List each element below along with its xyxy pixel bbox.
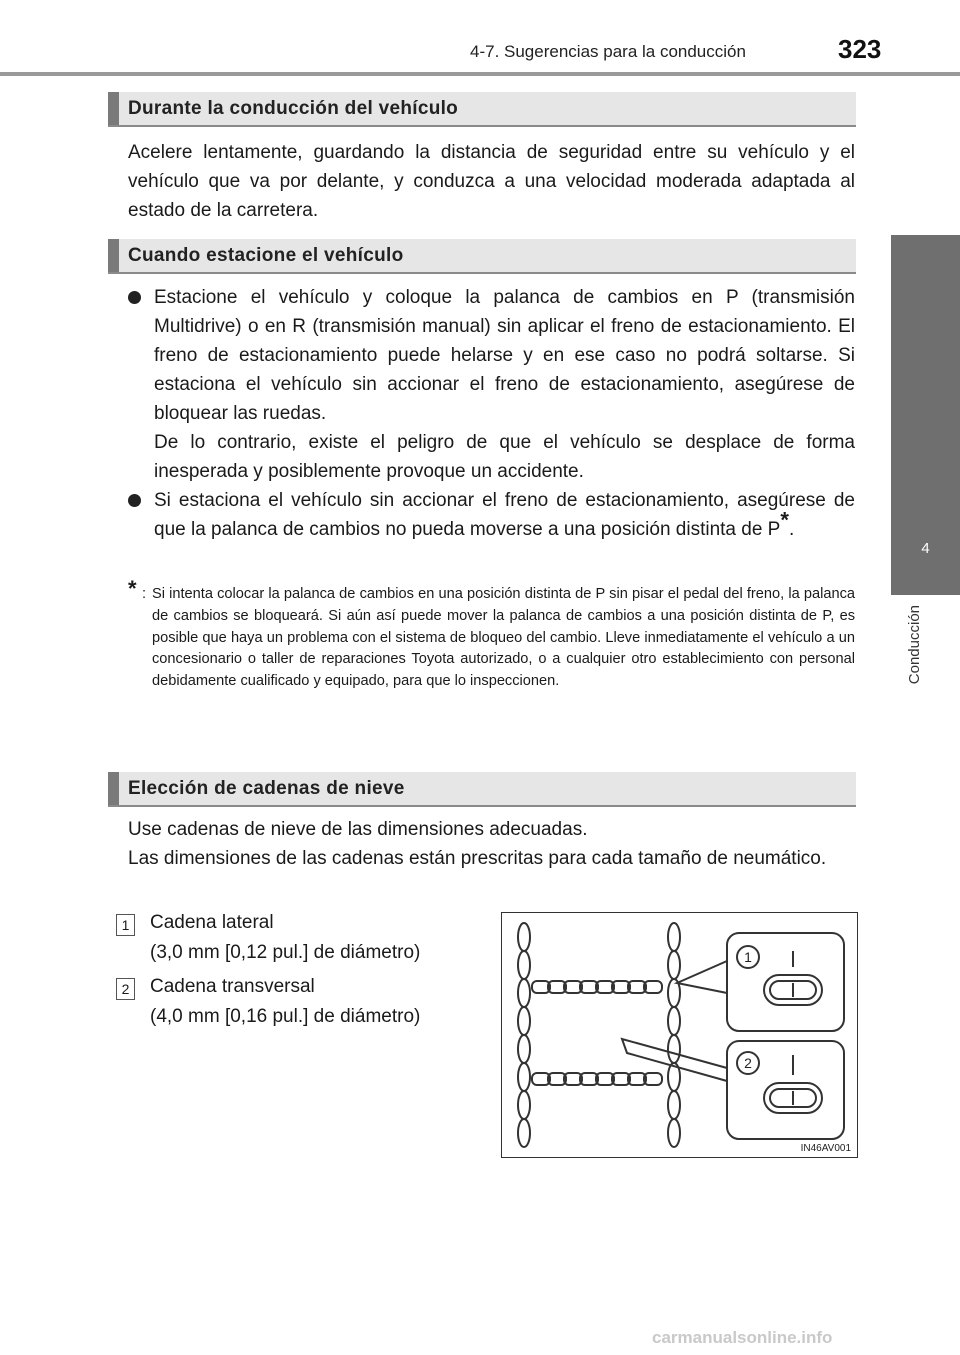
chain-item-1 [150, 908, 420, 968]
page-number: 323 [838, 34, 882, 64]
footnote-asterisk: * [128, 576, 137, 601]
footnote-colon: : [142, 586, 147, 602]
footer-watermark: carmanualsonline.info [652, 1328, 833, 1347]
chain-item-1-spec: (3,0 mm [0,12 pul.] de diámetro) [150, 942, 421, 963]
bullet-dot [128, 291, 141, 304]
section-heading-driving [108, 92, 856, 127]
parking-bullet-1 [128, 283, 855, 486]
footnote [128, 576, 855, 693]
chains-line-1: Use cadenas de nieve de las dimensiones adecuadas. [128, 819, 588, 840]
header-rule [0, 72, 960, 76]
chapter-label: Conducción [906, 605, 923, 685]
bullet-dot [128, 494, 141, 507]
figure-code: IN46AV001 [800, 1143, 851, 1154]
header-section-title: 4-7. Sugerencias para la conducción [470, 42, 746, 61]
chain-item-2 [150, 972, 420, 1032]
chains-intro [128, 815, 855, 873]
chapter-number: 4 [921, 540, 930, 557]
parking-bullet-2 [128, 486, 855, 544]
section-heading-snow-chains [108, 772, 856, 807]
chain-item-2-name: Cadena transversal [150, 976, 315, 997]
section-heading-parking [108, 239, 856, 274]
bullet-1-text: Estacione el vehículo y coloque la palanca de cambios en P (transmisión Multidrive) o en R (transmisión manual) sin aplicar el freno de estacionamiento. El freno de estacionamiento puede helarse y en ese caso no podrá soltarse. Si estaciona el vehículo sin accionar el freno de estacionamiento, asegúrese de bloquear las ruedas. [154, 287, 855, 424]
bullet-2-end: . [788, 519, 795, 540]
asterisk-marker: * [780, 507, 789, 533]
chain-item-1-name: Cadena lateral [150, 912, 274, 933]
bullet-1-continuation: De lo contrario, existe el peligro de que el vehículo se desplace de forma inesperada y posiblemente provoque un accidente. [154, 432, 855, 482]
footnote-text: Si intenta colocar la palanca de cambios en una posición distinta de P sin pisar el pedal del freno, la palanca de cambios se bloqueará. Si aún así puede mover la palanca de cambios a una posición distinta de P, es posible que haya un problema con el sistema de bloqueo del cambio. Lleve inmediatamente el vehículo a un concesionario o taller de reparaciones Toyota autorizado, o a cualquier otro establecimiento con personal debidamente cualificado y equipado, para que lo inspeccionen. [152, 586, 855, 690]
driving-paragraph: Acelere lentamente, guardando la distancia de seguridad entre su vehículo y el vehículo que va por delante, y conduzca a una velocidad moderada adaptada al estado de la carretera. [128, 142, 855, 221]
section-heading-text: Cuando estacione el vehículo [128, 245, 404, 266]
section-heading-text: Durante la conducción del vehículo [128, 98, 459, 119]
chain-item-number-2: 2 [116, 978, 135, 1000]
bullet-2-text: Si estaciona el vehículo sin accionar el freno de estacionamiento, asegúrese de que la palanca de cambios no pueda moverse a una posición distinta de P [154, 490, 855, 540]
chain-item-2-spec: (4,0 mm [0,16 pul.] de diámetro) [150, 1006, 421, 1027]
chains-line-2: Las dimensiones de las cadenas están prescritas para cada tamaño de neumático. [128, 848, 827, 869]
chain-item-number-1: 1 [116, 914, 135, 936]
callout-number-2: 2 [744, 1055, 752, 1071]
section-heading-text: Elección de cadenas de nieve [128, 778, 405, 799]
callout-number-1: 1 [744, 949, 752, 965]
snow-chain-figure [501, 912, 858, 1158]
snow-chain-illustration [502, 913, 857, 1157]
